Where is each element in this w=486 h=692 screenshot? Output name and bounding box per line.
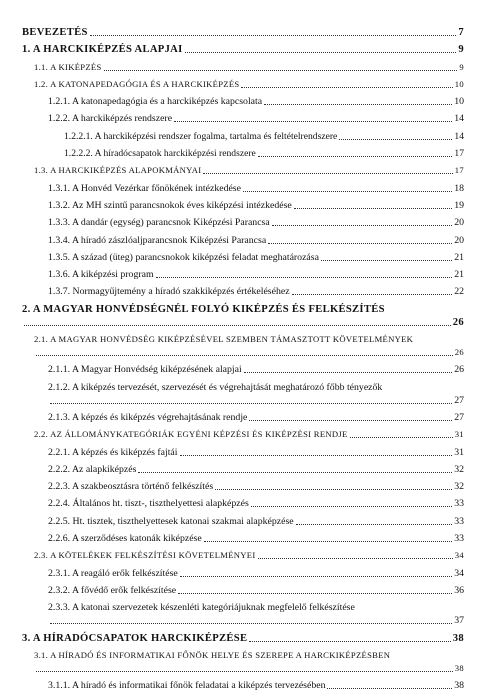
toc-entry-page-number: 34 xyxy=(454,550,464,561)
toc-entry[interactable] xyxy=(22,632,464,645)
toc-entry[interactable] xyxy=(22,43,464,56)
dot-leader xyxy=(258,558,453,559)
toc-entry[interactable] xyxy=(22,649,464,675)
dot-leader xyxy=(104,70,458,71)
toc-entry[interactable] xyxy=(22,268,464,281)
dot-leader xyxy=(178,593,452,594)
toc-entry[interactable] xyxy=(22,112,464,125)
toc-entry[interactable] xyxy=(22,480,464,493)
toc-entry-page-number: 27 xyxy=(454,394,464,406)
toc-entry[interactable] xyxy=(22,411,464,424)
toc-entry-title: 1.3. A HARCKIKÉPZÉS ALAPOKMÁNYAI xyxy=(34,165,202,176)
dot-leader xyxy=(292,294,453,295)
dot-leader xyxy=(244,372,452,373)
toc-entry-title: 2.2.6. A szerződéses katonák kiképzése xyxy=(48,533,202,545)
toc-entry[interactable] xyxy=(22,515,464,528)
toc-entry[interactable] xyxy=(22,285,464,298)
toc-entry-title: 2.3.3. A katonai szervezetek készenléti kategóriájuknak megfelelő felkészítése xyxy=(48,602,355,614)
toc-entry[interactable] xyxy=(22,549,464,562)
dot-leader xyxy=(258,156,453,157)
toc-entry[interactable] xyxy=(22,584,464,597)
toc-entry-title: 1.3.2. Az MH szintű parancsnokok éves kiképzési intézkedése xyxy=(48,199,292,211)
toc-entry-page-number: 14 xyxy=(454,113,464,125)
toc-entry-page-number: 38 xyxy=(454,680,464,692)
toc-entry-page-number: 26 xyxy=(452,316,464,328)
toc-entry-title: 2.2. AZ ÁLLOMÁNYKATEGÓRIÁK EGYÉNI KÉPZÉSI ÉS KIKÉPZÉSI RENDJE xyxy=(34,429,348,440)
toc-entry[interactable] xyxy=(22,26,464,39)
toc-entry-title: 1. A HARCKIKÉPZÉS ALAPJAI xyxy=(22,44,183,56)
toc-entry-page-number: 19 xyxy=(454,199,464,211)
toc-entry-title: 3. A HÍRADÓCSAPATOK HARCKIKÉPZÉSE xyxy=(22,632,248,644)
toc-entry-title: 1.3.1. A Honvéd Vezérkar főnökének intézkedése xyxy=(48,182,241,194)
toc-entry-title: 2.2.3. A szakbeosztásra történő felkészítés xyxy=(48,481,214,493)
toc-entry-title: 2.1.1. A Magyar Honvédség kiképzésének alapjai xyxy=(48,364,242,376)
dot-leader xyxy=(294,208,452,209)
dot-leader xyxy=(185,52,457,53)
dot-leader xyxy=(272,225,452,226)
toc-entry-page-number: 26 xyxy=(454,347,464,358)
dot-leader xyxy=(174,121,452,122)
dot-leader xyxy=(50,623,452,624)
toc-entry-title: 1.2.2.1. A harckiképzési rendszer fogalma, tartalma és feltételrendszere xyxy=(64,130,338,142)
toc-entry-title: BEVEZETÉS xyxy=(22,27,88,38)
toc-entry[interactable] xyxy=(22,333,464,359)
toc-entry-title: 1.3.7. Normagyűjtemény a híradó szakkiképzés értékeléséhez xyxy=(48,286,290,298)
dot-leader xyxy=(264,104,452,105)
toc-entry[interactable] xyxy=(22,532,464,545)
dot-leader xyxy=(36,671,453,672)
toc-entry[interactable] xyxy=(22,446,464,459)
toc-entry-title: 2.1.3. A képzés és kiképzés végrehajtásának rendje xyxy=(48,411,248,423)
toc-entry[interactable] xyxy=(22,363,464,376)
toc-entry-page-number: 20 xyxy=(454,234,464,246)
dot-leader xyxy=(24,325,451,326)
dot-leader xyxy=(350,437,453,438)
dot-leader xyxy=(268,243,452,244)
toc-entry-page-number: 36 xyxy=(454,584,464,596)
dot-leader xyxy=(90,35,457,36)
dot-leader xyxy=(251,506,452,507)
toc-entry[interactable] xyxy=(22,428,464,441)
toc-entry[interactable] xyxy=(22,381,464,407)
dot-leader xyxy=(204,541,452,542)
toc-entry-page-number: 33 xyxy=(454,498,464,510)
dot-leader xyxy=(249,641,450,642)
toc-entry-page-number: 18 xyxy=(454,182,464,194)
toc-entry-page-number: 38 xyxy=(452,632,464,644)
toc-entry-title: 1.2.1. A katonapedagógia és a harckiképzés kapcsolata xyxy=(48,96,263,108)
toc-entry-page-number: 10 xyxy=(454,96,464,108)
toc-entry-page-number: 26 xyxy=(454,364,464,376)
toc-entry[interactable] xyxy=(22,164,464,177)
dot-leader xyxy=(50,403,452,404)
toc-entry-page-number: 20 xyxy=(454,217,464,229)
toc-entry-title: 2.2.2. Az alapkiképzés xyxy=(48,463,137,475)
toc-entry[interactable] xyxy=(22,182,464,195)
toc-entry-page-number: 33 xyxy=(454,533,464,545)
dot-leader xyxy=(327,688,452,689)
toc-entry-title: 2.3.2. A fővédő erők felkészítése xyxy=(48,584,177,596)
toc-entry[interactable] xyxy=(22,216,464,229)
toc-entry-page-number: 17 xyxy=(454,165,464,176)
toc-entry[interactable] xyxy=(22,130,464,143)
toc-entry[interactable] xyxy=(22,303,464,329)
toc-entry[interactable] xyxy=(22,199,464,212)
toc-entry-title: 1.3.4. A híradó zászlóaljparancsnok Kiképzési Parancsa xyxy=(48,234,267,246)
dot-leader xyxy=(321,260,452,261)
toc-entry[interactable] xyxy=(22,463,464,476)
toc-entry-title: 1.3.3. A dandár (egység) parancsnok Kiképzési Parancsa xyxy=(48,217,270,229)
toc-entry-page-number: 21 xyxy=(454,251,464,263)
toc-entry-title: 1.2.2. A harckiképzés rendszere xyxy=(48,113,173,125)
dot-leader xyxy=(180,576,452,577)
toc-entry-title: 2.1.2. A kiképzés tervezését, szervezését és végrehajtását meghatározó főbb tényezők xyxy=(48,381,383,393)
dot-leader xyxy=(241,87,452,88)
toc-entry-title: 3.1.1. A híradó és informatikai főnök feladatai a kiképzés tervezésében xyxy=(48,680,326,692)
toc-entry[interactable] xyxy=(22,95,464,108)
toc-entry-title: 2.1. A MAGYAR HONVÉDSÉG KIKÉPZÉSÉVEL SZEMBEN TÁMASZTOTT KÖVETELMÉNYEK xyxy=(34,334,414,345)
toc-entry-page-number: 33 xyxy=(454,515,464,527)
toc-entry-title: 2.3.1. A reagáló erők felkészítése xyxy=(48,567,178,579)
dot-leader xyxy=(156,277,453,278)
toc-entry-page-number: 37 xyxy=(454,615,464,627)
toc-entry-page-number: 9 xyxy=(458,44,464,56)
toc-entry-title: 1.3.5. A század (üteg) parancsnokok kiképzési feladat meghatározása xyxy=(48,251,319,263)
dot-leader xyxy=(203,173,452,174)
toc-entry[interactable] xyxy=(22,679,464,692)
toc-entry[interactable] xyxy=(22,147,464,160)
toc-entry-page-number: 31 xyxy=(454,446,464,458)
dot-leader xyxy=(249,420,452,421)
toc-entry[interactable] xyxy=(22,234,464,247)
toc-entry-page-number: 22 xyxy=(454,286,464,298)
toc-entry[interactable] xyxy=(22,497,464,510)
toc-entry[interactable] xyxy=(22,61,464,74)
dot-leader xyxy=(296,524,453,525)
toc-entry[interactable] xyxy=(22,567,464,580)
dot-leader xyxy=(138,472,452,473)
toc-entry-title: 1.2.2.2. A híradócsapatok harckiképzési rendszere xyxy=(64,148,256,160)
toc-entry[interactable] xyxy=(22,251,464,264)
toc-entry-page-number: 17 xyxy=(454,148,464,160)
toc-entry-title: 3.1. A HÍRADÓ ÉS INFORMATIKAI FŐNÖK HELYE ÉS SZEREPE A HARCKIKÉPZÉSBEN xyxy=(34,649,391,660)
toc-entry[interactable] xyxy=(22,78,464,91)
dot-leader xyxy=(215,489,452,490)
dot-leader xyxy=(339,139,452,140)
toc-entry-title: 2.2.1. A képzés és kiképzés fajtái xyxy=(48,446,178,458)
toc-entry-page-number: 14 xyxy=(454,130,464,142)
toc-entry-title: 2.2.5. Ht. tisztek, tiszthelyettesek katonai szakmai alapképzése xyxy=(48,515,294,527)
toc-entry-title: 2.2.4. Általános ht. tiszt-, tiszthelyettesi alapképzés xyxy=(48,498,249,510)
toc-entry-title: 2.3. A KÖTELÉKEK FELKÉSZÍTÉSI KÖVETELMÉNYEI xyxy=(34,550,256,561)
toc-entry-page-number: 32 xyxy=(454,463,464,475)
dot-leader xyxy=(180,455,453,456)
dot-leader xyxy=(36,355,453,356)
toc-entry-page-number: 7 xyxy=(458,27,464,38)
toc-entry[interactable] xyxy=(22,601,464,627)
toc-entry-page-number: 38 xyxy=(454,662,464,673)
toc-entry-page-number: 10 xyxy=(454,78,464,89)
toc-entry-title: 2. A MAGYAR HONVÉDSÉGNÉL FOLYÓ KIKÉPZÉS ÉS FELKÉSZÍTÉS xyxy=(22,303,385,315)
toc-entry-page-number: 27 xyxy=(454,411,464,423)
toc-entry-title: 1.3.6. A kiképzési program xyxy=(48,269,154,281)
toc-entry-page-number: 31 xyxy=(454,429,464,440)
toc-entry-page-number: 9 xyxy=(459,61,464,72)
toc-entry-page-number: 21 xyxy=(454,269,464,281)
toc-entry-title: 1.2. A KATONAPEDAGÓGIA ÉS A HARCKIKÉPZÉS xyxy=(34,78,240,89)
toc-entry-title: 1.1. A KIKÉPZÉS xyxy=(34,61,102,72)
toc-entry-page-number: 34 xyxy=(454,567,464,579)
toc-entry-page-number: 32 xyxy=(454,481,464,493)
dot-leader xyxy=(243,191,452,192)
